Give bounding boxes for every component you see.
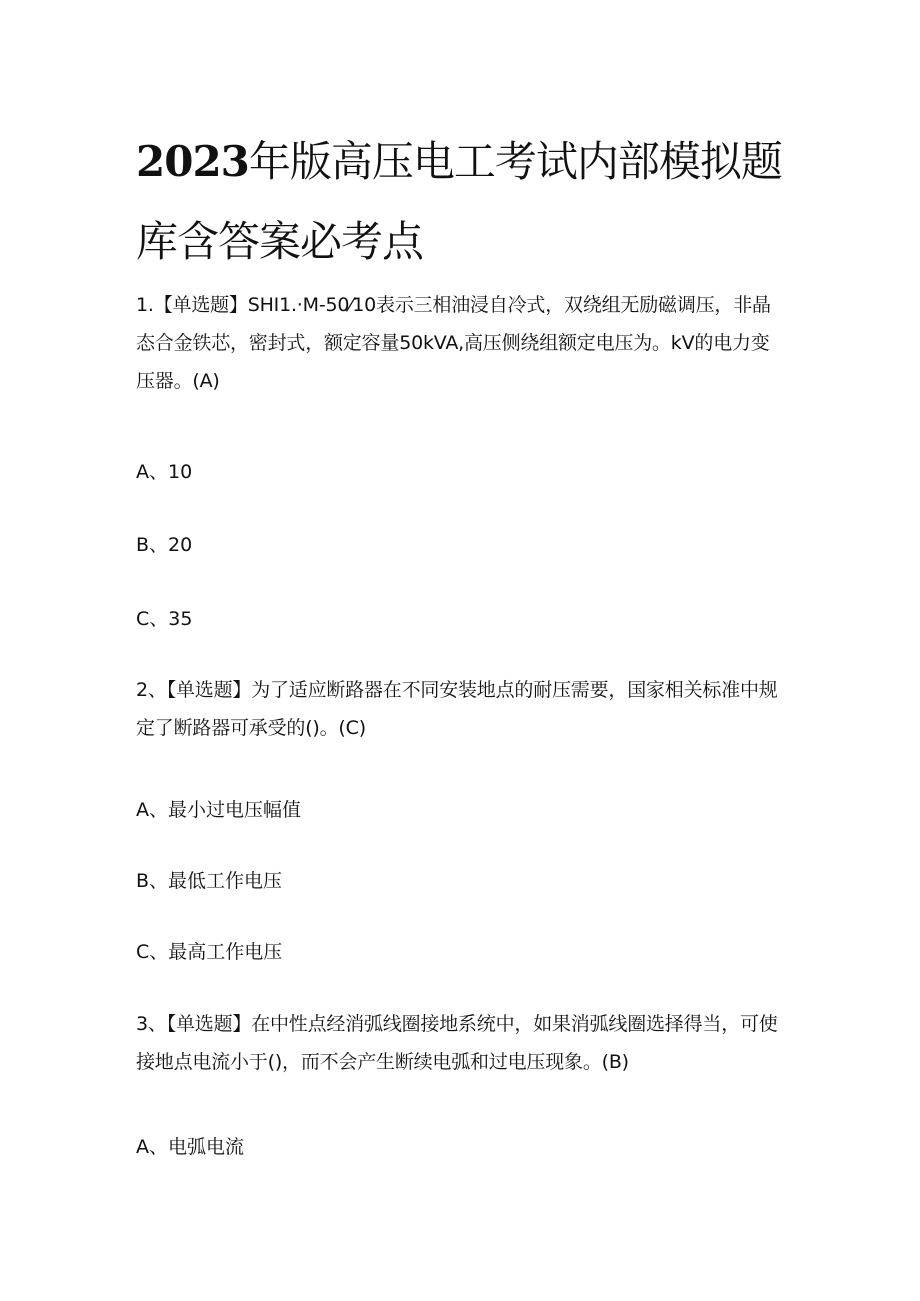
question-2-option-c: C、最高工作电压 (136, 941, 283, 963)
question-1: 1.【单选题】SHI1.·M-50⁄10表示三相油浸自冷式，双绕组无励磁调压，非晶态合金铁芯，密封式，额定容量50kVA,高压侧绕组额定电压为。kV的电力变压器。(A) (136, 294, 771, 392)
question-1-option-b: B、20 (136, 534, 193, 556)
question-1-option-a: A、10 (136, 461, 193, 483)
question-3-option-a: A、电弧电流 (136, 1136, 244, 1158)
question-2-option-b: B、最低工作电压 (136, 870, 283, 892)
title-text: 年版高压电工考试内部模拟题库含答案必考点 (136, 137, 782, 266)
title-year: 2023 (136, 137, 249, 186)
question-2: 2、【单选题】为了适应断路器在不同安装地点的耐压需要，国家相关标准中规定了断路器可承受的()。(C) (136, 679, 778, 739)
question-2-option-a: A、最小过电压幅值 (136, 799, 301, 821)
question-1-option-c: C、35 (136, 608, 193, 630)
document-title (136, 122, 796, 282)
question-3: 3、【单选题】在中性点经消弧线圈接地系统中，如果消弧线圈选择得当，可使接地点电流小于()，而不会产生断续电弧和过电压现象。(B) (136, 1013, 778, 1073)
